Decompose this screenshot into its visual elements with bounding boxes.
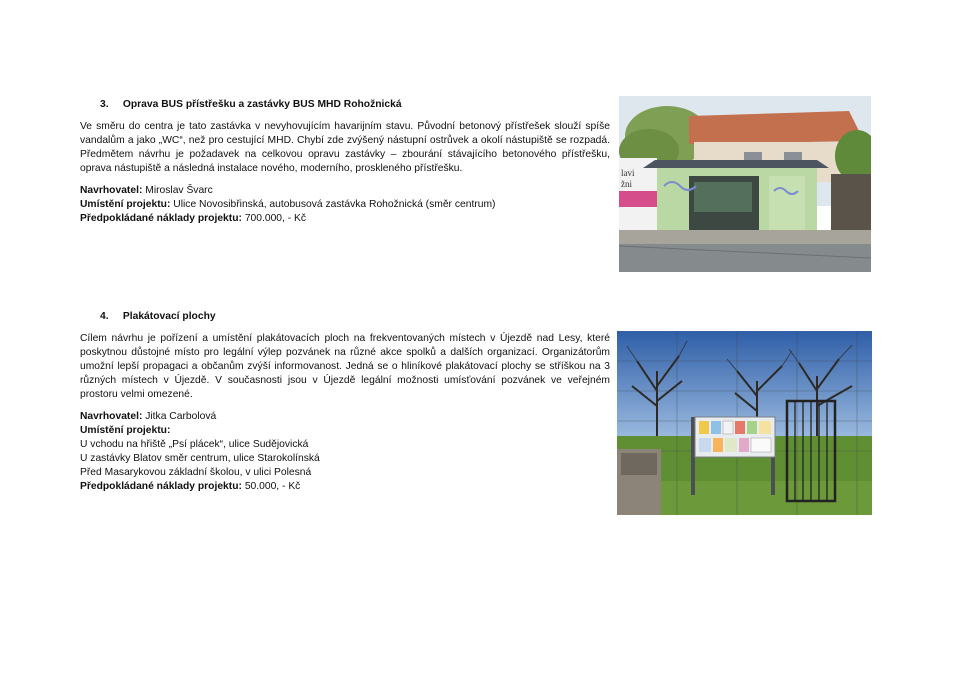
poster-board-photo — [617, 331, 872, 515]
proposer-name: Jitka Carbolová — [145, 411, 217, 422]
cost-value: 50.000, - Kč — [244, 481, 301, 492]
project-4-number: 4. — [100, 311, 109, 322]
cost-value: 700.000, - Kč — [244, 213, 307, 224]
project-3-proposer-row — [80, 184, 610, 198]
bus-shelter-photo — [619, 96, 871, 272]
project-3-cost-row — [80, 212, 610, 226]
location-item: Před Masarykovou základní školou, v ulici Polesná — [80, 467, 312, 478]
project-3 — [80, 98, 610, 226]
project-3-location-row — [80, 198, 610, 212]
project-3-heading — [100, 98, 610, 112]
location-item: U vchodu na hřiště „Psí plácek“, ulice Sudějovická — [80, 439, 309, 450]
project-4 — [80, 310, 610, 494]
cost-label: Předpokládané náklady projektu: — [80, 213, 242, 224]
project-4-cost-row — [80, 480, 610, 494]
project-3-title: Oprava BUS přístřešku a zastávky BUS MHD Rohožnická — [122, 99, 402, 110]
proposer-name: Miroslav Švarc — [145, 185, 213, 196]
cost-label: Předpokládané náklady projektu: — [80, 481, 242, 492]
proposer-label: Navrhovatel: — [80, 411, 143, 422]
project-4-description: Cílem návrhu je pořízení a umístění plakátovacích ploch na frekventovaných místech v Újezdě nad Lesy, které poskytnou důstojné místo pro legální výlep pozvánek na různé akce spolků a dalších organizací. Organizátorům umožní lepší propagaci a občanům zvýší informovanost. Jedná se o hliníkové plakátovací plochy se stříškou na 3 různých místech v Újezdě. V současnosti jsou v Újezdě legální možnosti umísťování pozvánek ve veřejném prostoru velmi omezené. — [80, 333, 610, 400]
project-4-proposer-row — [80, 410, 610, 424]
svg-text:žni: žni — [621, 179, 632, 189]
proposer-label: Navrhovatel: — [80, 185, 143, 196]
project-3-description: Ve směru do centra je tato zastávka v nevyhovujícím havarijním stavu. Původní betonový přístřešek slouží spíše vandalům a jako „WC“, než pro cestující MHD. Chybí zde zvýšený nástupní ostrůvek a okolí nástupiště se rozpadá. Předmětem návrhu je požadavek na celkovou opravu zastávky – zbourání stávajícího betonového přístřešku, oprava nástupiště a následná instalace nového, moderního, proskleného přístřešku. — [80, 121, 610, 174]
location-value: Ulice Novosibřinská, autobusová zastávka Rohožnická (směr centrum) — [173, 199, 496, 210]
location-item: U zastávky Blatov směr centrum, ulice Starokolínská — [80, 453, 320, 464]
project-3-number: 3. — [100, 99, 109, 110]
project-4-title: Plakátovací plochy — [122, 311, 216, 322]
project-4-location-row — [80, 424, 610, 438]
project-4-heading — [100, 310, 610, 324]
location-label: Umístění projektu: — [80, 199, 171, 210]
billboard-text: lavi — [621, 168, 635, 178]
location-label: Umístění projektu: — [80, 425, 171, 436]
